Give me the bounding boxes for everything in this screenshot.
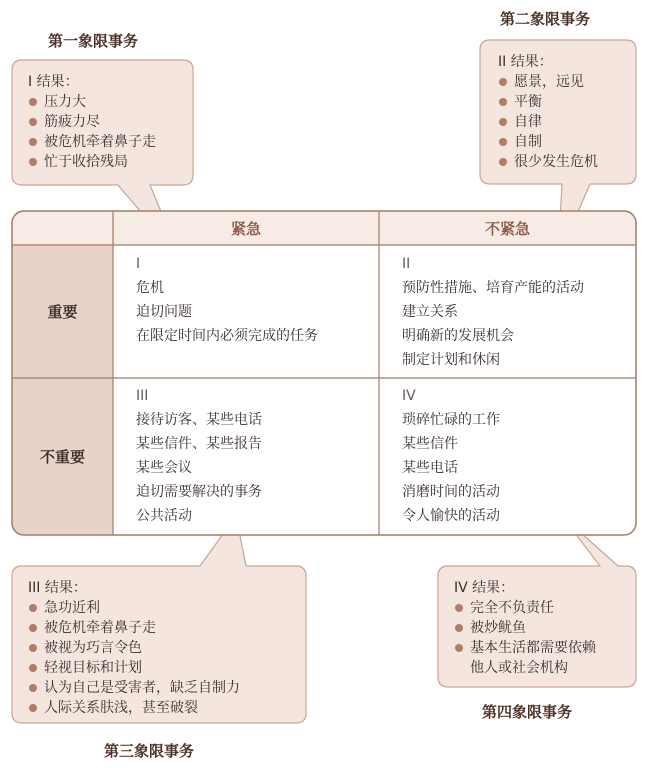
q1-heading: 第一象限事务 [48, 32, 139, 50]
row-header-important: 重要 [47, 303, 78, 321]
q4-results-title: IV 结果： [454, 580, 515, 596]
quadrant-3-numeral: III [136, 388, 149, 404]
q4-results [440, 570, 634, 684]
row-header-not-important: 不重要 [39, 448, 85, 466]
list-item: 公共活动 [136, 508, 192, 524]
q3-heading: 第三象限事务 [104, 742, 195, 760]
quadrant-2-numeral: II [402, 256, 411, 272]
quadrant-1-cell [136, 252, 376, 348]
list-item: 琐碎忙碌的工作 [402, 412, 500, 428]
list-item: 忙于收拾残局 [28, 152, 182, 172]
column-header-urgent: 紧急 [230, 219, 261, 238]
list-item: 某些会议 [136, 460, 192, 476]
q2-heading: 第二象限事务 [500, 10, 591, 28]
quadrant-1-numeral: I [136, 256, 141, 272]
list-item: 被危机牵着鼻子走 [28, 618, 294, 638]
list-item: 制定计划和休闲 [402, 352, 500, 368]
list-item: 迫切需要解决的事务 [136, 484, 262, 500]
list-item: 被危机牵着鼻子走 [28, 132, 182, 152]
list-item: 令人愉快的活动 [402, 508, 500, 524]
list-item: 某些信件、某些报告 [136, 436, 262, 452]
q1-results-title: I 结果： [28, 74, 79, 90]
quadrant-2-cell [402, 252, 634, 372]
list-item: 明确新的发展机会 [402, 328, 514, 344]
list-item: 轻视目标和计划 [28, 658, 294, 678]
q2-results-title: II 结果： [498, 54, 553, 70]
list-item: 急功近利 [28, 598, 294, 618]
list-item: 迫切问题 [136, 304, 192, 320]
list-item: 预防性措施、培育产能的活动 [402, 280, 584, 296]
list-item: 愿景，远见 [498, 72, 624, 92]
list-item: 危机 [136, 280, 164, 296]
list-item: 很少发生危机 [498, 152, 624, 172]
list-item: 被视为巧言令色 [28, 638, 294, 658]
quadrant-4-cell [402, 384, 634, 528]
q3-results [14, 570, 304, 724]
list-item: 压力大 [28, 92, 182, 112]
list-item: 在限定时间内必须完成的任务 [136, 328, 318, 344]
list-item: 某些信件 [402, 436, 458, 452]
list-item-line: 他人或社会机构 [470, 660, 568, 676]
column-header-not-urgent: 不紧急 [484, 219, 530, 238]
list-item-line: 基本生活都需要依赖 [470, 640, 596, 656]
list-item: 被炒鱿鱼 [454, 618, 624, 638]
q3-results-title: III 结果： [28, 580, 87, 596]
list-item: 某些电话 [402, 460, 458, 476]
list-item: 平衡 [498, 92, 624, 112]
q4-heading: 第四象限事务 [482, 703, 573, 721]
quadrant-4-numeral: IV [402, 388, 416, 404]
list-item [454, 638, 624, 678]
list-item: 自制 [498, 132, 624, 152]
list-item: 建立关系 [402, 304, 458, 320]
quadrant-3-cell [136, 384, 376, 528]
list-item: 认为自己是受害者，缺乏自制力 [28, 678, 294, 698]
list-item: 完全不负责任 [454, 598, 624, 618]
list-item: 接待访客、某些电话 [136, 412, 262, 428]
q1-results [14, 64, 192, 178]
q2-results [484, 44, 634, 178]
list-item: 人际关系肤浅，甚至破裂 [28, 698, 294, 718]
list-item: 自律 [498, 112, 624, 132]
list-item: 消磨时间的活动 [402, 484, 500, 500]
list-item: 筋疲力尽 [28, 112, 182, 132]
